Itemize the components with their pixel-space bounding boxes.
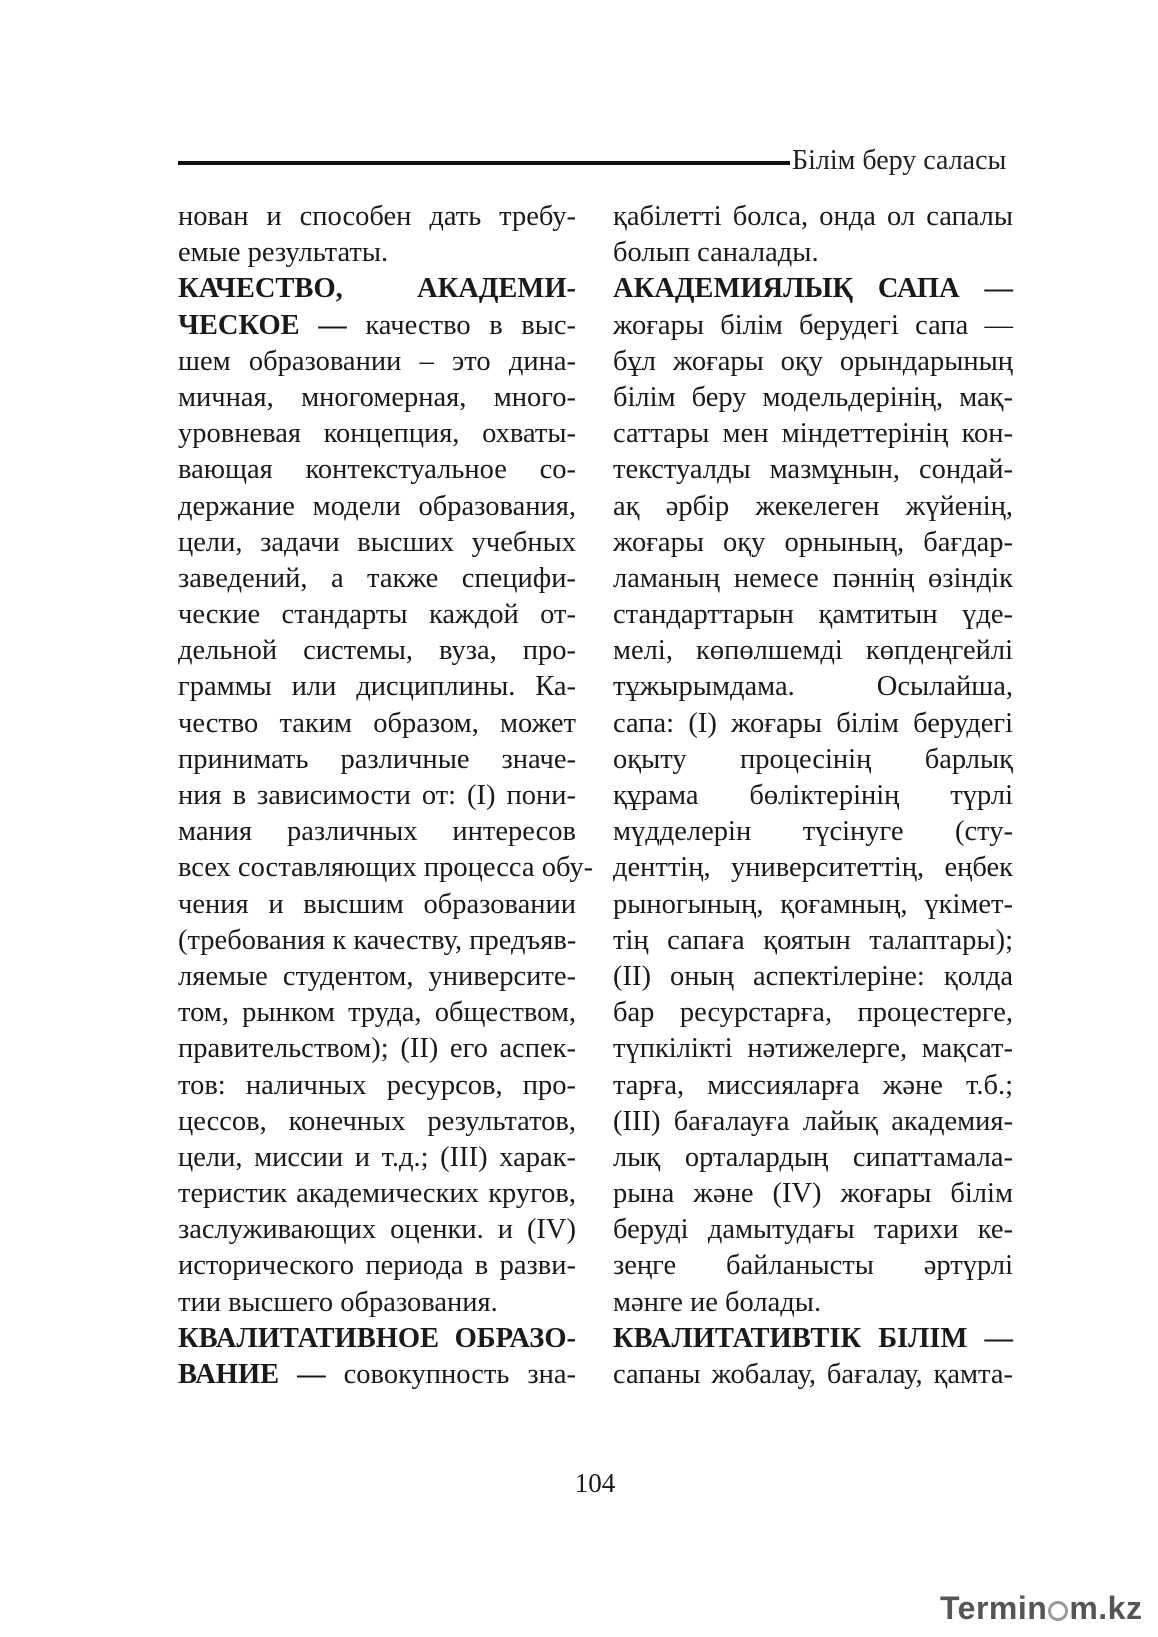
- body-text: исторического периода в разви-: [178, 1250, 576, 1282]
- text-line: [613, 742, 1013, 778]
- body-text: түпкілікті нәтижелерге, мақсат-: [613, 1033, 1013, 1065]
- term-heading: АКАДЕМИЯЛЫҚ САПА —: [613, 273, 1013, 305]
- body-text: қабілетті болса, онда ол сапалы: [613, 201, 1013, 232]
- body-text: жоғары оқу орнының, бағдар-: [613, 526, 1013, 558]
- body-text: білім беру модельдерінің, мақ-: [613, 381, 1013, 413]
- text-line: [178, 452, 576, 488]
- text-line: [613, 778, 1013, 814]
- body-text: оқыту процесінің барлық: [613, 743, 1013, 775]
- text-line: [613, 1140, 1013, 1176]
- text-line: [178, 1321, 576, 1357]
- text-line: [613, 1285, 1013, 1321]
- text-line: [178, 1104, 576, 1140]
- text-line: [178, 1248, 576, 1284]
- text-line: [178, 380, 576, 416]
- running-head: Білім беру саласы: [792, 145, 1007, 176]
- text-line: [178, 742, 576, 778]
- body-text: теристик академических кругов,: [178, 1178, 576, 1210]
- body-text: емые результаты.: [178, 237, 389, 269]
- text-line: [178, 1031, 576, 1067]
- magnifier-icon: [1048, 1601, 1068, 1621]
- text-line: [178, 489, 576, 525]
- body-text: беруді дамытудағы тарихи ке-: [613, 1214, 1013, 1246]
- text-line: [613, 887, 1013, 923]
- text-line: [178, 525, 576, 561]
- body-text: мүдделерін түсінуге (сту-: [613, 816, 1013, 848]
- body-text: всех составляющих процесса обу-: [178, 852, 594, 884]
- text-line: [613, 1176, 1013, 1212]
- text-line: [178, 706, 576, 742]
- text-line: [613, 235, 1013, 271]
- text-line: [178, 1357, 576, 1393]
- text-line: [613, 597, 1013, 633]
- body-text: нован и способен дать требу-: [178, 201, 576, 232]
- text-line: [613, 850, 1013, 886]
- body-text: тов: наличных ресурсов, про-: [178, 1069, 576, 1101]
- text-line: [178, 633, 576, 669]
- body-text: дельной системы, вуза, про-: [178, 635, 576, 667]
- text-line: [613, 1104, 1013, 1140]
- body-text: качество в выс-: [346, 309, 577, 341]
- text-line: [613, 1321, 1013, 1357]
- text-line: [178, 308, 576, 344]
- text-line: [613, 1212, 1013, 1248]
- text-line: [178, 1212, 576, 1248]
- term-heading: ВАНИЕ —: [178, 1359, 326, 1390]
- watermark-text-end: m.kz: [1069, 1590, 1143, 1626]
- text-line: [178, 923, 576, 959]
- text-line: [178, 561, 576, 597]
- body-text: мания различных интересов: [178, 816, 576, 848]
- text-line: [613, 380, 1013, 416]
- body-text: том, рынком труда, обществом,: [178, 997, 576, 1029]
- body-text: рына және (IV) жоғары білім: [613, 1178, 1013, 1210]
- text-line: [613, 1248, 1013, 1284]
- text-line: [178, 597, 576, 633]
- text-line: [613, 669, 1013, 705]
- text-line: [178, 416, 576, 452]
- body-text: бар ресурстарға, процестерге,: [613, 997, 1013, 1029]
- text-line: [178, 235, 576, 271]
- body-text: тің сапаға қоятын талаптары);: [613, 924, 1013, 956]
- body-text: денттің, университеттің, еңбек: [613, 852, 1013, 884]
- body-text: бұл жоғары оқу орындарының: [613, 345, 1013, 377]
- text-line: [613, 452, 1013, 488]
- text-line: [613, 1357, 1013, 1393]
- text-line: [178, 199, 576, 235]
- body-text: ламаның немесе пәннің өзіндік: [613, 562, 1013, 594]
- body-text: мичная, многомерная, много-: [178, 381, 576, 413]
- body-text: цессов, конечных результатов,: [178, 1105, 576, 1137]
- body-text: чения и высшим образовании: [178, 888, 576, 920]
- body-text: ляемые студентом, университе-: [178, 960, 576, 992]
- text-line: [178, 669, 576, 705]
- body-text: мелі, көпөлшемді көпдеңгейлі: [613, 635, 1013, 667]
- text-line: [178, 1140, 576, 1176]
- watermark-text-start: Termin: [940, 1590, 1048, 1626]
- body-text: держание модели образования,: [178, 490, 576, 522]
- text-line: [613, 959, 1013, 995]
- text-line: [613, 995, 1013, 1031]
- text-line: [178, 959, 576, 995]
- body-text: тии высшего образования.: [178, 1286, 498, 1318]
- term-heading: ЧЕСКОЕ —: [178, 309, 347, 341]
- text-line: [178, 1176, 576, 1212]
- body-text: шем образовании – это дина-: [178, 345, 576, 377]
- body-text: цели, задачи высших учебных: [178, 526, 576, 558]
- text-line: [613, 706, 1013, 742]
- text-line: [613, 308, 1013, 344]
- text-line: [178, 271, 576, 307]
- text-line: [178, 1285, 576, 1321]
- body-text: зеңге байланысты әртүрлі: [613, 1250, 1013, 1282]
- text-line: [613, 1068, 1013, 1104]
- body-text: (требования к качеству, предъяв-: [178, 924, 577, 956]
- term-heading: КВАЛИТАТИВНОЕ ОБРАЗО-: [178, 1322, 576, 1354]
- text-line: [613, 271, 1013, 307]
- text-line: [613, 923, 1013, 959]
- body-text: лық орталардың сипаттамала-: [613, 1141, 1013, 1173]
- text-line: [178, 778, 576, 814]
- body-text: ческие стандарты каждой от-: [178, 599, 576, 631]
- body-text: совокупность зна-: [325, 1359, 576, 1390]
- body-text: мәнге ие болады.: [613, 1286, 822, 1318]
- text-line: [178, 1068, 576, 1104]
- body-text: стандарттарын қамтитын үде-: [613, 599, 1013, 631]
- text-line: [613, 416, 1013, 452]
- body-text: принимать различные значе-: [178, 743, 576, 775]
- text-line: [613, 633, 1013, 669]
- term-heading: КВАЛИТАТИВТІК БІЛІМ —: [613, 1322, 1013, 1354]
- text-line: [613, 814, 1013, 850]
- text-line: [613, 489, 1013, 525]
- body-text: жоғары білім берудегі сапа —: [613, 309, 1013, 341]
- body-text: тарға, миссияларға және т.б.;: [613, 1069, 1013, 1101]
- body-text: (II) оның аспектілеріне: қолда: [613, 960, 1013, 992]
- term-heading: КАЧЕСТВО, АКАДЕМИ-: [178, 273, 576, 305]
- body-text: текстуалды мазмұнын, сондай-: [613, 454, 1013, 486]
- text-line: [613, 561, 1013, 597]
- body-text: граммы или дисциплины. Ка-: [178, 671, 576, 703]
- body-text: тұжырымдама. Осылайша,: [613, 671, 1013, 703]
- page-number: 104: [574, 1468, 616, 1498]
- body-text: ния в зависимости от: (I) пони-: [178, 780, 576, 811]
- text-line: [613, 199, 1013, 235]
- body-text: рыногының, қоғамның, үкімет-: [613, 888, 1013, 920]
- body-text: уровневая концепция, охваты-: [178, 418, 576, 450]
- body-text: сапа: (I) жоғары білім берудегі: [613, 707, 1013, 739]
- body-text: саттары мен міндеттерінің кон-: [613, 418, 1013, 450]
- header-rule: [178, 161, 790, 165]
- text-line: [178, 344, 576, 380]
- text-line: [613, 1031, 1013, 1067]
- body-text: заслуживающих оценки. и (IV): [178, 1214, 576, 1246]
- body-text: ақ әрбір жекелеген жүйенің,: [613, 490, 1013, 522]
- left-column: [178, 199, 594, 1393]
- body-text: вающая контекстуальное со-: [178, 454, 576, 486]
- text-line: [178, 887, 576, 923]
- body-text: правительством); (II) его аспек-: [178, 1033, 576, 1065]
- body-text: заведений, а также специфи-: [178, 562, 576, 594]
- body-text: (III) бағалауға лайық академия-: [613, 1105, 1013, 1137]
- body-text: цели, миссии и т.д.; (III) харак-: [178, 1141, 576, 1173]
- text-line: [613, 525, 1013, 561]
- text-line: [178, 814, 576, 850]
- right-column: [613, 199, 1013, 1393]
- text-line: [178, 850, 594, 886]
- watermark-logo: [940, 1590, 1142, 1627]
- text-line: [178, 995, 576, 1031]
- body-text: болып саналады.: [613, 237, 819, 269]
- body-text: құрама бөліктерінің түрлі: [613, 780, 1013, 811]
- body-text: сапаны жобалау, бағалау, қамта-: [613, 1359, 1013, 1390]
- body-text: чество таким образом, может: [178, 707, 576, 739]
- text-line: [613, 344, 1013, 380]
